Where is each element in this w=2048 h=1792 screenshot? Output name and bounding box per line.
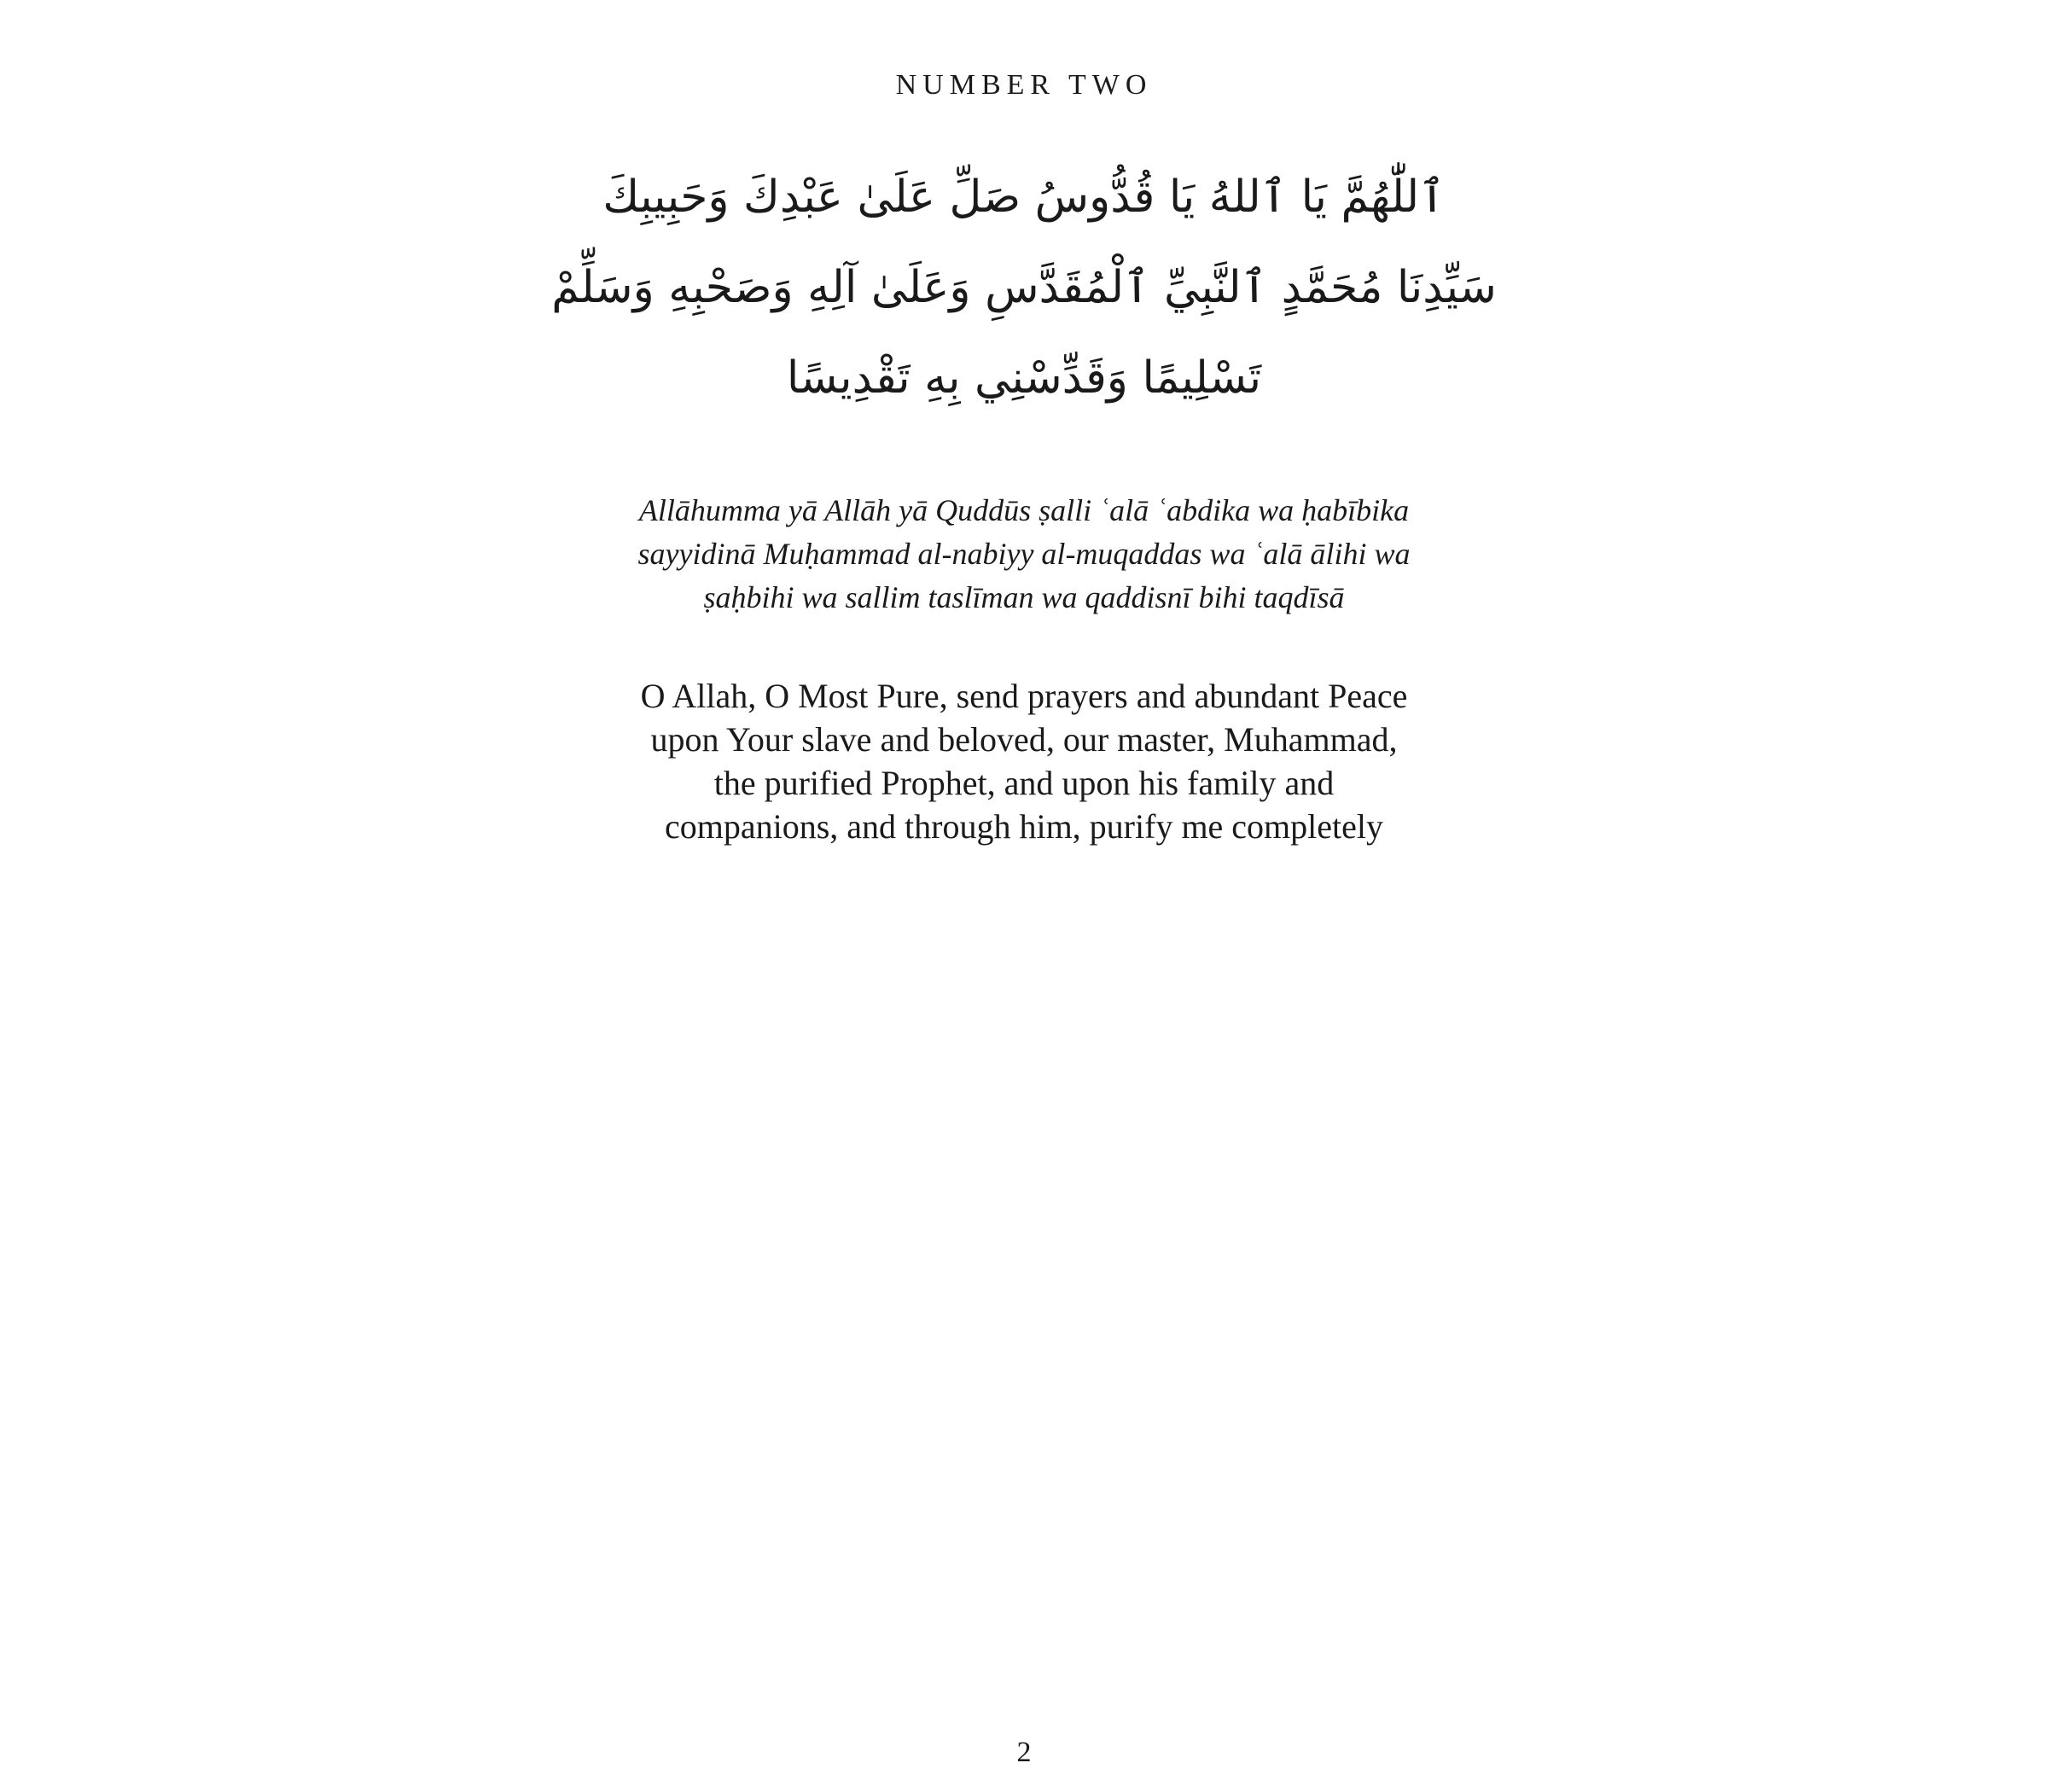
translation-line: the purified Prophet, and upon his family and	[713, 764, 1335, 802]
page-number: 2	[1016, 1737, 1032, 1768]
transliteration-line: sayyidinā Muḥammad al-nabiyy al-muqaddas wa ʿalā ālihi wa	[637, 537, 1411, 571]
arabic-line: ٱللّٰهُمَّ يَا ٱللهُ يَا قُدُّوسُ صَلِّ عَلَىٰ عَبْدِكَ وَحَبِيبِكَ	[602, 172, 1446, 223]
translation-line: companions, and through him, purify me completely	[664, 807, 1384, 846]
translation-line: O Allah, O Most Pure, send prayers and abundant Peace	[640, 677, 1408, 715]
transliteration-text	[546, 489, 1502, 620]
section-heading: NUMBER TWO	[895, 69, 1153, 101]
transliteration-line: ṣaḥbihi wa sallim taslīman wa qaddisnī bihi taqdīsā	[703, 580, 1345, 614]
arabic-line: تَسْلِيمًا وَقَدِّسْنِي بِهِ تَقْدِيسًا	[786, 352, 1262, 404]
translation-line: upon Your slave and beloved, our master, Muhammad,	[650, 720, 1398, 759]
transliteration-line: Allāhumma yā Allāh yā Quddūs ṣalli ʿalā ʿabdika wa ḥabībika	[638, 493, 1410, 527]
arabic-line: سَيِّدِنَا مُحَمَّدٍ ٱلنَّبِيِّ ٱلْمُقَدَّسِ وَعَلَىٰ آلِهِ وَصَحْبِهِ وَسَلِّمْ	[551, 262, 1497, 313]
arabic-text	[546, 152, 1502, 423]
translation-text	[546, 674, 1502, 848]
